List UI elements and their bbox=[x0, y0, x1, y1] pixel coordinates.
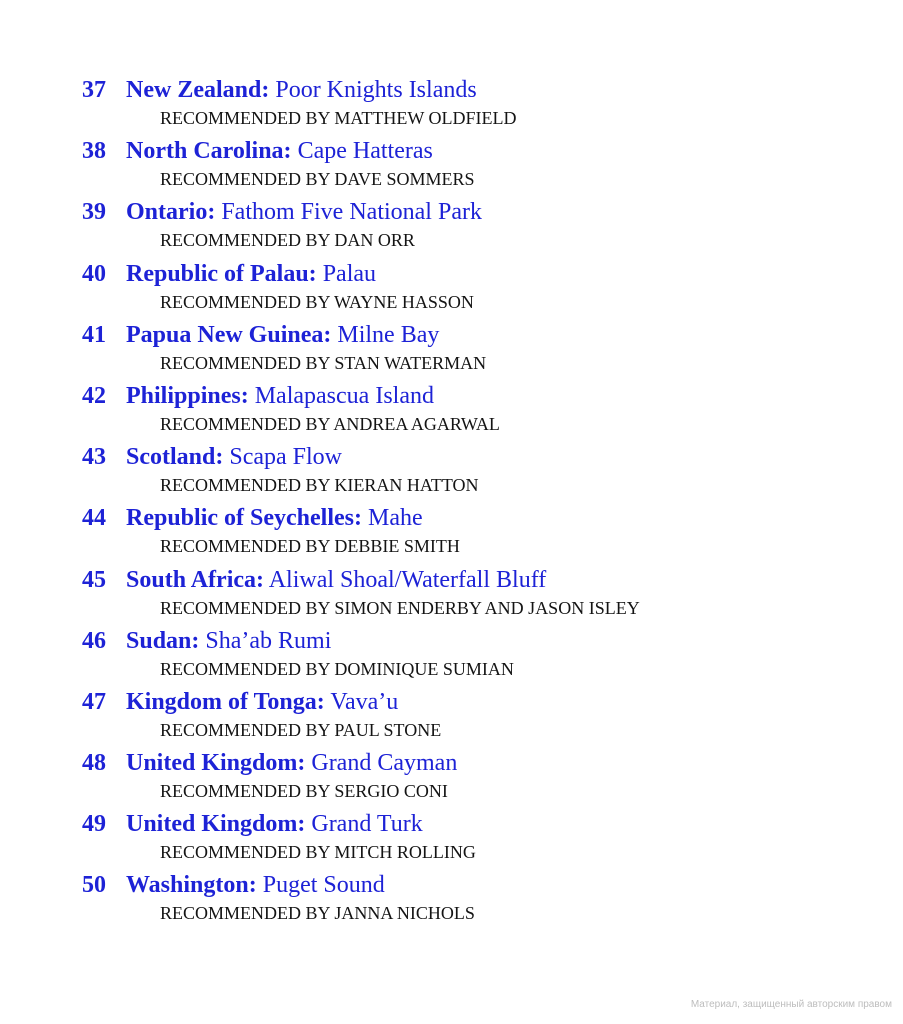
entry-region: South Africa: bbox=[126, 566, 264, 593]
entry-number: 43 bbox=[82, 444, 106, 471]
entry-heading bbox=[82, 747, 457, 779]
entry-recommended-by: RECOMMENDED BY DAN ORR bbox=[160, 230, 415, 251]
toc-entry bbox=[82, 380, 882, 441]
entry-recommended-by: RECOMMENDED BY WAYNE HASSON bbox=[160, 291, 474, 312]
entry-heading bbox=[82, 625, 331, 657]
entry-number: 46 bbox=[82, 627, 106, 654]
table-of-contents bbox=[82, 74, 882, 931]
entry-dive-site: Sha’ab Rumi bbox=[205, 627, 332, 654]
entry-number: 50 bbox=[82, 872, 106, 899]
toc-entry bbox=[82, 135, 882, 196]
entry-dive-site: Cape Hatteras bbox=[297, 138, 433, 165]
entry-heading bbox=[82, 441, 342, 473]
entry-region: Ontario: bbox=[126, 199, 216, 226]
toc-entry bbox=[82, 869, 882, 930]
entry-region: New Zealand: bbox=[126, 77, 270, 103]
entry-recommended-by: RECOMMENDED BY SERGIO CONI bbox=[160, 781, 448, 802]
entry-dive-site: Palau bbox=[322, 260, 377, 287]
entry-dive-site: Grand Cayman bbox=[311, 750, 458, 777]
entry-dive-site: Vava’u bbox=[330, 688, 399, 715]
toc-entry bbox=[82, 686, 882, 747]
toc-entry bbox=[82, 564, 882, 625]
entry-region: Philippines: bbox=[126, 382, 249, 409]
entry-recommended-by: RECOMMENDED BY MATTHEW OLDFIELD bbox=[160, 108, 517, 128]
entry-number: 47 bbox=[82, 688, 106, 715]
entry-number: 39 bbox=[82, 199, 106, 226]
entry-dive-site: Mahe bbox=[367, 505, 423, 532]
entry-region: United Kingdom: bbox=[126, 750, 306, 777]
entry-heading bbox=[82, 196, 482, 228]
entry-heading bbox=[82, 135, 433, 167]
toc-entry bbox=[82, 625, 882, 686]
entry-heading bbox=[82, 502, 423, 534]
toc-entry bbox=[82, 747, 882, 808]
toc-entry bbox=[82, 74, 882, 135]
entry-recommended-by: RECOMMENDED BY STAN WATERMAN bbox=[160, 352, 487, 373]
entry-recommended-by: RECOMMENDED BY PAUL STONE bbox=[160, 719, 442, 740]
entry-recommended-by: RECOMMENDED BY ANDREA AGARWAL bbox=[160, 413, 500, 434]
entry-heading bbox=[82, 564, 546, 596]
toc-entry bbox=[82, 258, 882, 319]
entry-dive-site: Puget Sound bbox=[262, 872, 385, 899]
entry-region: Washington: bbox=[126, 872, 257, 899]
toc-entry bbox=[82, 808, 882, 869]
entry-heading bbox=[82, 319, 439, 351]
entry-recommended-by: RECOMMENDED BY MITCH ROLLING bbox=[160, 842, 476, 863]
entry-region: North Carolina: bbox=[126, 138, 292, 165]
entry-recommended-by: RECOMMENDED BY SIMON ENDERBY AND JASON ISLEY bbox=[160, 597, 640, 618]
entry-region: Sudan: bbox=[126, 627, 200, 654]
toc-entry bbox=[82, 441, 882, 502]
entry-heading bbox=[82, 869, 385, 901]
entry-dive-site: Poor Knights Islands bbox=[275, 77, 477, 103]
entry-number: 38 bbox=[82, 138, 106, 165]
toc-entry bbox=[82, 502, 882, 563]
entry-region: Republic of Palau: bbox=[126, 260, 317, 287]
entry-region: Papua New Guinea: bbox=[126, 321, 332, 348]
entry-recommended-by: RECOMMENDED BY JANNA NICHOLS bbox=[160, 903, 475, 924]
copyright-watermark: Материал, защищенный авторским правом bbox=[690, 999, 892, 1010]
entry-recommended-by: RECOMMENDED BY DEBBIE SMITH bbox=[160, 536, 460, 557]
entry-dive-site: Milne Bay bbox=[337, 321, 440, 348]
entry-heading bbox=[82, 258, 376, 290]
entry-number: 37 bbox=[82, 77, 106, 103]
entry-heading bbox=[82, 686, 398, 718]
entry-dive-site: Scapa Flow bbox=[229, 444, 343, 471]
entry-dive-site: Fathom Five National Park bbox=[221, 199, 482, 226]
entry-dive-site: Grand Turk bbox=[311, 811, 423, 838]
entry-number: 40 bbox=[82, 260, 106, 287]
entry-number: 48 bbox=[82, 750, 106, 777]
entry-number: 45 bbox=[82, 566, 106, 593]
entry-heading bbox=[82, 808, 423, 840]
entry-region: Scotland: bbox=[126, 444, 224, 471]
entry-number: 42 bbox=[82, 382, 106, 409]
entry-region: United Kingdom: bbox=[126, 811, 306, 838]
entry-recommended-by: RECOMMENDED BY DAVE SOMMERS bbox=[160, 169, 475, 190]
entry-recommended-by: RECOMMENDED BY DOMINIQUE SUMIAN bbox=[160, 658, 514, 679]
entry-number: 44 bbox=[82, 505, 106, 532]
entry-region: Republic of Seychelles: bbox=[126, 505, 362, 532]
entry-dive-site: Malapascua Island bbox=[254, 382, 434, 409]
entry-heading bbox=[82, 380, 434, 412]
toc-entry bbox=[82, 196, 882, 257]
entry-region: Kingdom of Tonga: bbox=[126, 688, 325, 715]
toc-entry bbox=[82, 319, 882, 380]
entry-number: 49 bbox=[82, 811, 106, 838]
entry-recommended-by: RECOMMENDED BY KIERAN HATTON bbox=[160, 475, 479, 496]
entry-number: 41 bbox=[82, 321, 106, 348]
entry-dive-site: Aliwal Shoal/Waterfall Bluff bbox=[268, 566, 547, 593]
entry-heading bbox=[82, 74, 477, 106]
